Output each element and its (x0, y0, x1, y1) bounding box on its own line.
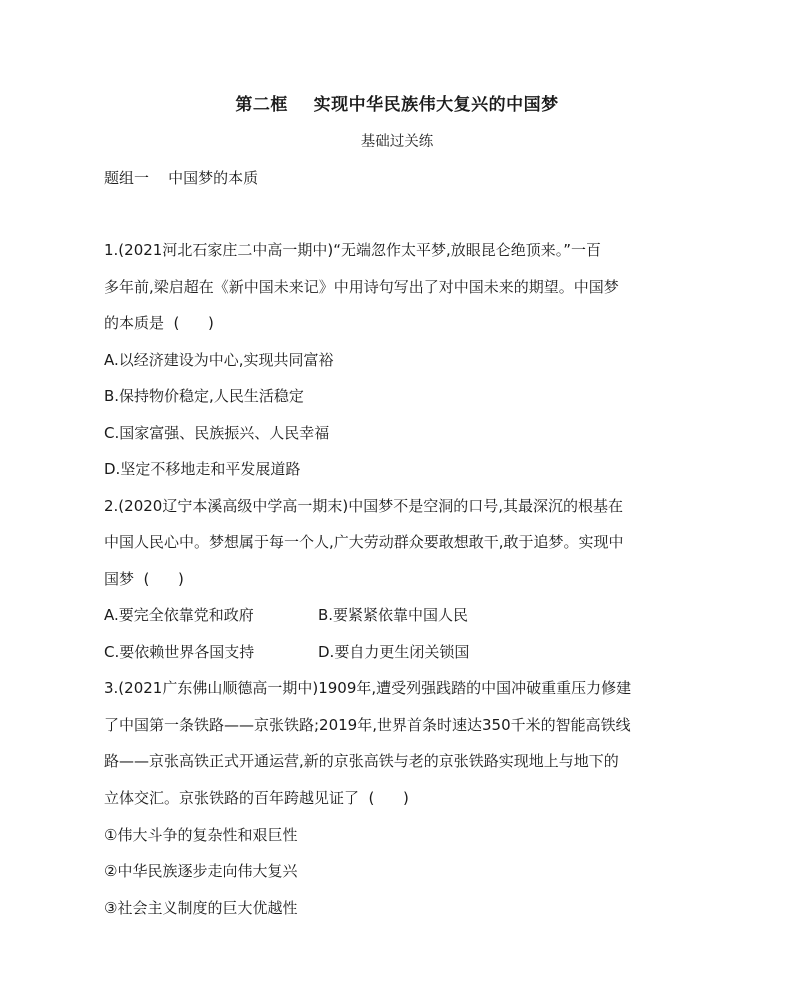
q3-stem-line-4: 立体交汇。京张铁路的百年跨越见证了 ( ) (104, 789, 409, 807)
q3-item-3: ③社会主义制度的巨大优越性 (104, 899, 298, 917)
question-group-label: 题组一 中国梦的本质 (104, 169, 259, 187)
q1-stem-line-2: 多年前,梁启超在《新中国未来记》中用诗句写出了对中国未来的期望。中国梦 (104, 278, 619, 296)
q3-stem-line-2: 了中国第一条铁路——京张铁路;2019年,世界首条时速达350千米的智能高铁线 (104, 716, 631, 734)
q1-option-d: D.坚定不移地走和平发展道路 (104, 460, 301, 478)
q1-stem-line-3: 的本质是 ( ) (104, 314, 214, 332)
q2-option-c: C.要依赖世界各国支持 (104, 643, 255, 661)
q3-item-1: ①伟大斗争的复杂性和艰巨性 (104, 826, 298, 844)
page-title: 第二框 实现中华民族伟大复兴的中国梦 (235, 95, 559, 115)
q2-option-b: B.要紧紧依靠中国人民 (318, 606, 469, 624)
q2-option-a: A.要完全依靠党和政府 (104, 606, 254, 624)
q3-item-2: ②中华民族逐步走向伟大复兴 (104, 862, 298, 880)
section-subtitle: 基础过关练 (360, 134, 434, 150)
q2-stem-line-3: 国梦 ( ) (104, 570, 184, 588)
q3-stem-line-1: 3.(2021广东佛山顺德高一期中)1909年,遭受列强践踏的中国冲破重重压力修建 (104, 679, 632, 697)
q1-option-a: A.以经济建设为中心,实现共同富裕 (104, 351, 334, 369)
q2-stem-line-1: 2.(2020辽宁本溪高级中学高一期末)中国梦不是空洞的口号,其最深沉的根基在 (104, 497, 623, 515)
q1-option-c: C.国家富强、民族振兴、人民幸福 (104, 424, 330, 442)
q1-option-b: B.保持物价稳定,人民生活稳定 (104, 387, 304, 405)
q1-stem-line-1: 1.(2021河北石家庄二中高一期中)“无端忽作太平梦,放眼昆仑绝顶来。”一百 (104, 241, 602, 259)
q2-stem-line-2: 中国人民心中。梦想属于每一个人,广大劳动群众要敢想敢干,敢于追梦。实现中 (104, 533, 624, 551)
q3-stem-line-3: 路——京张高铁正式开通运营,新的京张高铁与老的京张铁路实现地上与地下的 (104, 752, 619, 770)
q2-option-d: D.要自力更生闭关锁国 (318, 643, 470, 661)
